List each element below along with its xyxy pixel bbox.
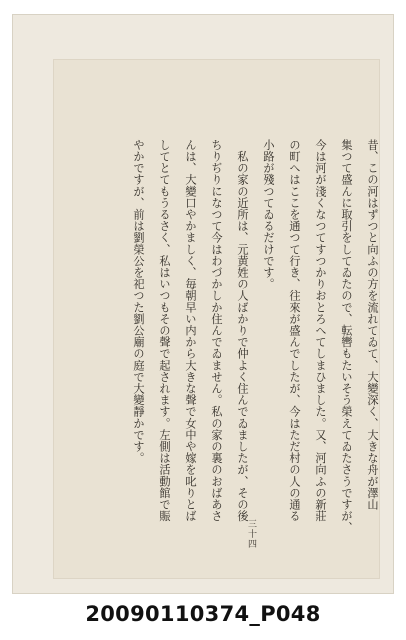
book-page <box>53 59 380 579</box>
scan-frame <box>12 14 394 594</box>
text-line: 今は河が淺くなつてすつかりおとろへてしまひました。又、河向ふの新莊 <box>314 139 327 522</box>
text-line: の町へはここを通つて行き、往來が盛んでしたが、今はただ村の人の通る <box>288 139 301 522</box>
text-line: 昔、この河はずつと向ふの方を流れてゐて、大變深く、大きな舟が澤山 <box>366 139 379 511</box>
text-line: 小路が殘つてゐるだけです。 <box>262 139 275 290</box>
text-line: 私の家の近所は、元黄姓の人ばかりで仲よく住んでゐましたが、その後 <box>236 139 249 522</box>
text-line: 集つて盛んに取引をしてゐたので、転轡もたいそう榮えてゐたさうですが、 <box>340 139 353 534</box>
text-line: やかですが、前は劉榮公を祀つた劉公廟の庭で大變靜かです。 <box>132 139 145 464</box>
text-line: してとてもうるさく、私はいつもその聲で起されます。左側は活動館で賑 <box>158 139 171 522</box>
text-line: ちりぢりになつて今はわづかしか住んでゐません。私の家の裏のおばあさ <box>210 139 223 522</box>
page-number: 三十四 <box>246 519 256 549</box>
image-caption: 20090110374_P048 <box>85 602 321 626</box>
text-line: んは、大變口やかましく、毎朝早い内から大きな聲で女中や嫁を叱りとば <box>184 139 197 522</box>
